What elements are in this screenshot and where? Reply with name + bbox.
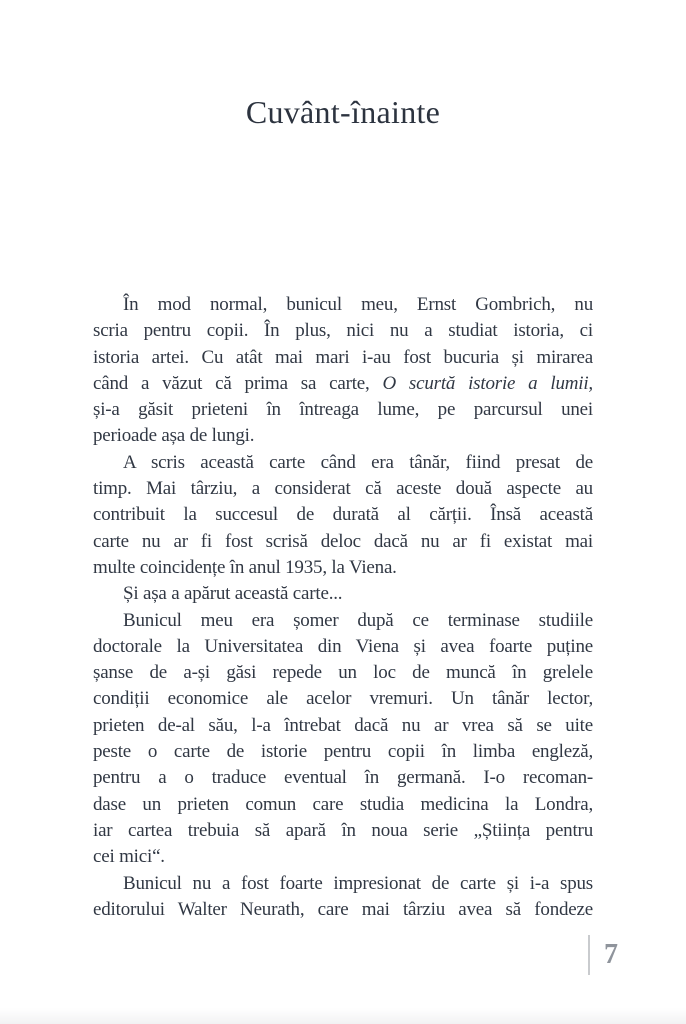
folio-divider bbox=[588, 935, 590, 975]
text-segment: Bunicul meu era șomer după ce terminase studiile bbox=[123, 609, 593, 631]
text-line bbox=[93, 608, 593, 634]
text-segment: prieten de-al său, l-a întrebat dacă nu ar vrea să se uite bbox=[93, 714, 593, 736]
page-number: 7 bbox=[604, 939, 618, 970]
text-segment: A scris această carte când era tânăr, fiind presat de bbox=[123, 451, 593, 473]
text-line bbox=[93, 397, 593, 423]
text-segment: când a văzut că prima sa carte, bbox=[93, 372, 383, 394]
text-segment: scria pentru copii. În plus, nici nu a studiat istoria, ci bbox=[93, 320, 593, 342]
text-line bbox=[93, 529, 593, 555]
text-line bbox=[93, 686, 593, 712]
text-line bbox=[93, 871, 593, 897]
text-line bbox=[93, 318, 593, 344]
text-line bbox=[93, 739, 593, 765]
text-segment: peste o carte de istorie pentru copii în limba engleză, bbox=[93, 741, 593, 763]
body-text bbox=[93, 292, 593, 923]
text-segment: carte nu ar fi fost scrisă deloc dacă nu ar fi existat mai bbox=[93, 530, 593, 552]
text-segment: doctorale la Universitatea din Viena și avea foarte puține bbox=[93, 635, 593, 657]
text-line bbox=[93, 660, 593, 686]
text-line bbox=[93, 844, 593, 870]
text-line bbox=[93, 581, 593, 607]
italic-text-segment: O scurtă istorie a lumii, bbox=[382, 372, 593, 394]
text-segment: timp. Mai târziu, a considerat că aceste două aspecte au bbox=[93, 478, 593, 500]
text-segment: condiții economice ale acelor vremuri. Un tânăr lector, bbox=[93, 688, 593, 710]
text-line bbox=[93, 555, 593, 581]
text-line bbox=[93, 634, 593, 660]
text-line bbox=[93, 502, 593, 528]
text-segment: contribuit la succesul de durată al cărții. Însă această bbox=[93, 504, 593, 526]
text-line bbox=[93, 292, 593, 318]
chapter-title: Cuvânt-înainte bbox=[245, 94, 441, 130]
text-segment: Bunicul nu a fost foarte impresionat de carte și i-a spus bbox=[123, 872, 593, 894]
text-segment: iar cartea trebuia să apară în noua serie „Știința pentru bbox=[93, 819, 593, 841]
text-segment: șanse de a-și găsi repede un loc de muncă în grelele bbox=[93, 662, 593, 684]
text-segment: perioade așa de lungi. bbox=[93, 425, 255, 447]
text-line bbox=[93, 818, 593, 844]
text-segment: pentru a o traduce eventual în germană. I-o recoman- bbox=[93, 767, 593, 789]
text-line bbox=[93, 713, 593, 739]
text-segment: cei mici“. bbox=[93, 846, 165, 868]
text-segment: istoria artei. Cu atât mai mari i-au fost bucuria și mirarea bbox=[93, 346, 593, 368]
text-segment: În mod normal, bunicul meu, Ernst Gombrich, nu bbox=[123, 294, 593, 315]
text-segment: și-a găsit prieteni în întreaga lume, pe parcursul unei bbox=[93, 399, 593, 421]
text-segment: dase un prieten comun care studia medicina la Londra, bbox=[93, 793, 593, 815]
text-line bbox=[93, 345, 593, 371]
text-segment: editorului Walter Neurath, care mai târziu avea să fondeze bbox=[93, 898, 593, 920]
text-line bbox=[93, 423, 593, 449]
text-line bbox=[93, 450, 593, 476]
text-line bbox=[93, 476, 593, 502]
text-line bbox=[93, 371, 593, 397]
page-footer bbox=[588, 935, 618, 975]
text-line bbox=[93, 897, 593, 923]
text-line bbox=[93, 792, 593, 818]
text-segment: multe coincidențe în anul 1935, la Viena. bbox=[93, 556, 397, 578]
page-edge-shadow bbox=[0, 1008, 686, 1024]
text-line bbox=[93, 765, 593, 791]
text-segment: Și așa a apărut această carte... bbox=[123, 583, 343, 605]
